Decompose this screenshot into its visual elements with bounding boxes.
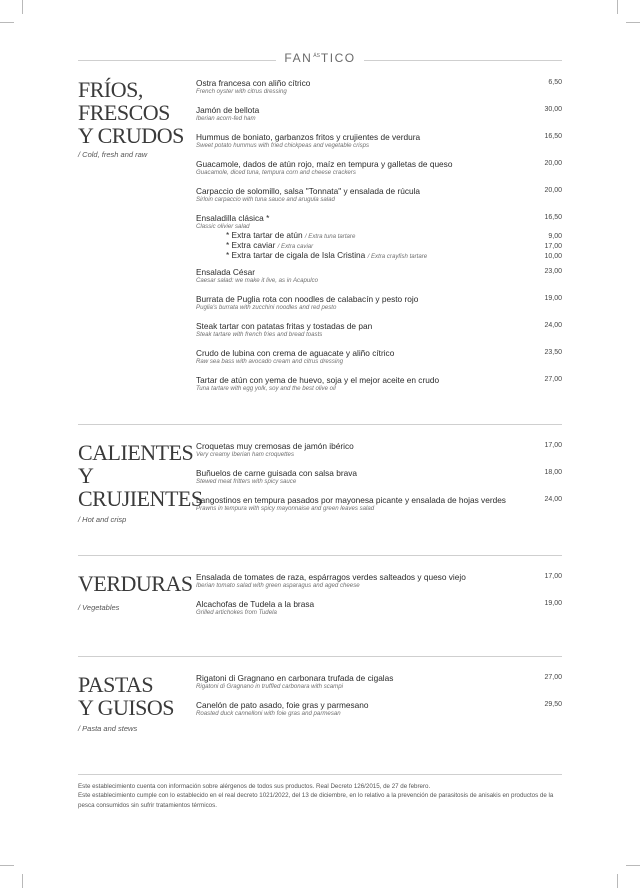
menu-item-name: Ostra francesa con aliño cítrico	[196, 78, 311, 88]
menu-item-price: 30,00	[544, 106, 562, 113]
menu-item-price: 24,00	[544, 322, 562, 329]
menu-item-price: 27,00	[544, 376, 562, 383]
menu-item	[196, 267, 562, 285]
crop-mark	[617, 874, 618, 888]
brand-logo: $FAN^{ÁS}TICO$	[284, 51, 356, 65]
menu-item-description: Guacamole, diced tuna, tempura corn and cheese crackers	[196, 169, 356, 176]
menu-item-price: 29,50	[544, 701, 562, 708]
crop-mark	[617, 0, 618, 14]
crop-mark	[0, 865, 14, 866]
crop-mark	[626, 22, 640, 23]
menu-item-description: Tuna tartare with egg yolk, soy and the best olive oil	[196, 385, 336, 392]
section-title	[78, 78, 188, 147]
menu-item-name: Burrata de Puglia rota con noodles de calabacín y pesto rojo	[196, 294, 419, 304]
header-rule-left	[78, 60, 276, 61]
section-subtitle: / Hot and crisp	[78, 515, 127, 524]
menu-item-price: 20,00	[544, 187, 562, 194]
section-title	[78, 440, 203, 511]
menu-item-name: Ensalada César	[196, 267, 256, 277]
extra-name: * Extra tartar de cigala de Isla Cristina	[226, 250, 366, 260]
menu-item-price: 18,00	[544, 469, 562, 476]
menu-item-price: 17,00	[544, 442, 562, 449]
section-subtitle: / Vegetables	[78, 603, 120, 612]
menu-item-price: 17,00	[544, 573, 562, 580]
menu-item-name: Croquetas muy cremosas de jamón ibérico	[196, 441, 354, 451]
section-divider	[78, 555, 562, 556]
extra-description: / Extra caviar	[277, 243, 314, 250]
menu-item-description: Very creamy Iberian ham croquettes	[196, 451, 294, 458]
section-title-line: FRÍOS,	[78, 77, 143, 102]
menu-item-price: 23,50	[544, 349, 562, 356]
menu-item-description: French oyster with citrus dressing	[196, 88, 287, 95]
menu-item-name: Alcachofas de Tudela a la brasa	[196, 599, 315, 609]
menu-item-description: Raw sea bass with avocado cream and citrus dressing	[196, 358, 343, 365]
menu-item-description: Grilled artichokes from Tudela	[196, 609, 277, 616]
section-title-line: FRESCOS	[78, 100, 170, 125]
menu-item-description: Sirloin carpaccio with tuna sauce and arugula salad	[196, 196, 335, 203]
menu-item-name: Langostinos en tempura pasados por mayonesa picante y ensalada de hojas verdes	[196, 495, 506, 505]
menu-item-name: Rigatoni di Gragnano en carbonara trufada de cigalas	[196, 673, 394, 683]
menu-item	[196, 700, 562, 718]
menu-item-price: 6,50	[548, 79, 562, 86]
menu-item	[196, 321, 562, 339]
menu-item-price: 20,00	[544, 160, 562, 167]
section-title	[78, 673, 188, 719]
menu-item	[196, 375, 562, 393]
menu-item-description: Caesar salad: we make it live, as in Acapulco	[196, 277, 319, 284]
menu-item	[196, 78, 562, 96]
section-title-line: CRUJIENTES	[78, 486, 203, 511]
menu-item	[196, 441, 562, 459]
extra-price: 10,00	[544, 253, 562, 260]
menu-item-description: Iberian acorn-fed ham	[196, 115, 256, 122]
menu-item-name: Jamón de bellota	[196, 105, 260, 115]
menu-item-price: 19,00	[544, 295, 562, 302]
menu-item-description: Stewed meat fritters with spicy sauce	[196, 478, 297, 485]
menu-item	[196, 468, 562, 486]
section-subtitle: / Cold, fresh and raw	[78, 150, 148, 159]
menu-item	[196, 132, 562, 150]
extra-price: 9,00	[548, 233, 562, 240]
menu-item	[196, 159, 562, 177]
menu-item-description: Roasted duck cannelloni with foie gras and parmesan	[196, 710, 341, 717]
menu-item-description: Classic olivier salad	[196, 223, 250, 230]
section-title-line: PASTAS	[78, 672, 154, 697]
menu-item-name: Crudo de lubina con crema de aguacate y aliño cítrico	[196, 348, 395, 358]
menu-item-name: Canelón de pato asado, foie gras y parmesano	[196, 700, 369, 710]
menu-item	[196, 105, 562, 123]
header-rule-right	[364, 60, 562, 61]
menu-item-description: Puglia's burrata with zucchini noodles and red pesto	[196, 304, 337, 311]
section-subtitle: / Pasta and stews	[78, 724, 138, 733]
menu-item	[196, 572, 562, 590]
extra-description: / Extra tuna tartare	[304, 233, 356, 240]
menu-item	[196, 348, 562, 366]
menu-item	[196, 673, 562, 691]
extra-name: * Extra caviar	[226, 240, 276, 250]
menu-item-name: Guacamole, dados de atún rojo, maíz en tempura y galletas de queso	[196, 159, 453, 169]
extra-name: * Extra tartar de atún	[226, 230, 303, 240]
menu-item-description: Rigatoni di Gragnano in truffled carbonara with scampi	[196, 683, 344, 690]
menu-item-price: 27,00	[544, 674, 562, 681]
menu-item-price: 19,00	[544, 600, 562, 607]
section-divider	[78, 656, 562, 657]
section-title-line: CALIENTES	[78, 440, 194, 465]
menu-item-description: Sweet potato hummus with fried chickpeas and vegetable crisps	[196, 142, 370, 149]
menu-item-price: 23,00	[544, 268, 562, 275]
section-title-line: Y	[78, 463, 94, 488]
menu-item-name: Carpaccio de solomillo, salsa "Tonnata" y ensalada de rúcula	[196, 186, 421, 196]
menu-item	[196, 186, 562, 204]
menu-item	[196, 213, 562, 261]
crop-mark	[626, 865, 640, 866]
menu-item-description: Steak tartare with french fries and bread toasts	[196, 331, 323, 338]
extra-price: 17,00	[544, 243, 562, 250]
menu-item-description: Iberian tomato salad with green asparagus and aged cheese	[196, 582, 360, 589]
menu-item-description: Prawns in tempura with spicy mayonnaise and green leaves salad	[196, 505, 375, 512]
menu-item-name: Steak tartar con patatas fritas y tostadas de pan	[196, 321, 373, 331]
menu-item-name: Tartar de atún con yema de huevo, soja y el mejor aceite en crudo	[196, 375, 440, 385]
menu-item	[196, 294, 562, 312]
menu-item-price: 16,50	[544, 214, 562, 221]
menu-item	[196, 599, 562, 617]
menu-item-name: Buñuelos de carne guisada con salsa brava	[196, 468, 357, 478]
section-title-line: Y CRUDOS	[78, 123, 184, 148]
legal-notice	[78, 782, 562, 810]
menu-item	[196, 495, 562, 513]
legal-allergens: Este establecimiento cuenta con información sobre alérgenos de todos sus productos. Real Decreto 126/2015, de 27 de febrero.	[78, 783, 431, 790]
section-divider	[78, 424, 562, 425]
menu-item-name: Ensaladilla clásica *	[196, 213, 270, 223]
section-title-line: Y GUISOS	[78, 695, 175, 720]
crop-mark	[0, 22, 14, 23]
menu-item-extra	[196, 251, 562, 261]
crop-mark	[22, 0, 23, 14]
section-title	[78, 571, 193, 596]
legal-anisakis: Este establecimiento cumple con lo establecido en el real decreto 1021/2022, del 13 de diciembre, en lo relativo a la prevención de parasitosis de anisakis en productos de la pesca consumidos sin sufrir tratamientos térmicos.	[78, 792, 554, 809]
crop-mark	[22, 874, 23, 888]
section-divider	[78, 774, 562, 775]
menu-item-price: 16,50	[544, 133, 562, 140]
extra-description: / Extra crayfish tartare	[367, 253, 428, 260]
menu-item-price: 24,00	[544, 496, 562, 503]
menu-item-name: Ensalada de tomates de raza, espárragos verdes salteados y queso viejo	[196, 572, 466, 582]
menu-item-name: Hummus de boniato, garbanzos fritos y crujientes de verdura	[196, 132, 421, 142]
section-title-line: VERDURAS	[78, 571, 193, 596]
